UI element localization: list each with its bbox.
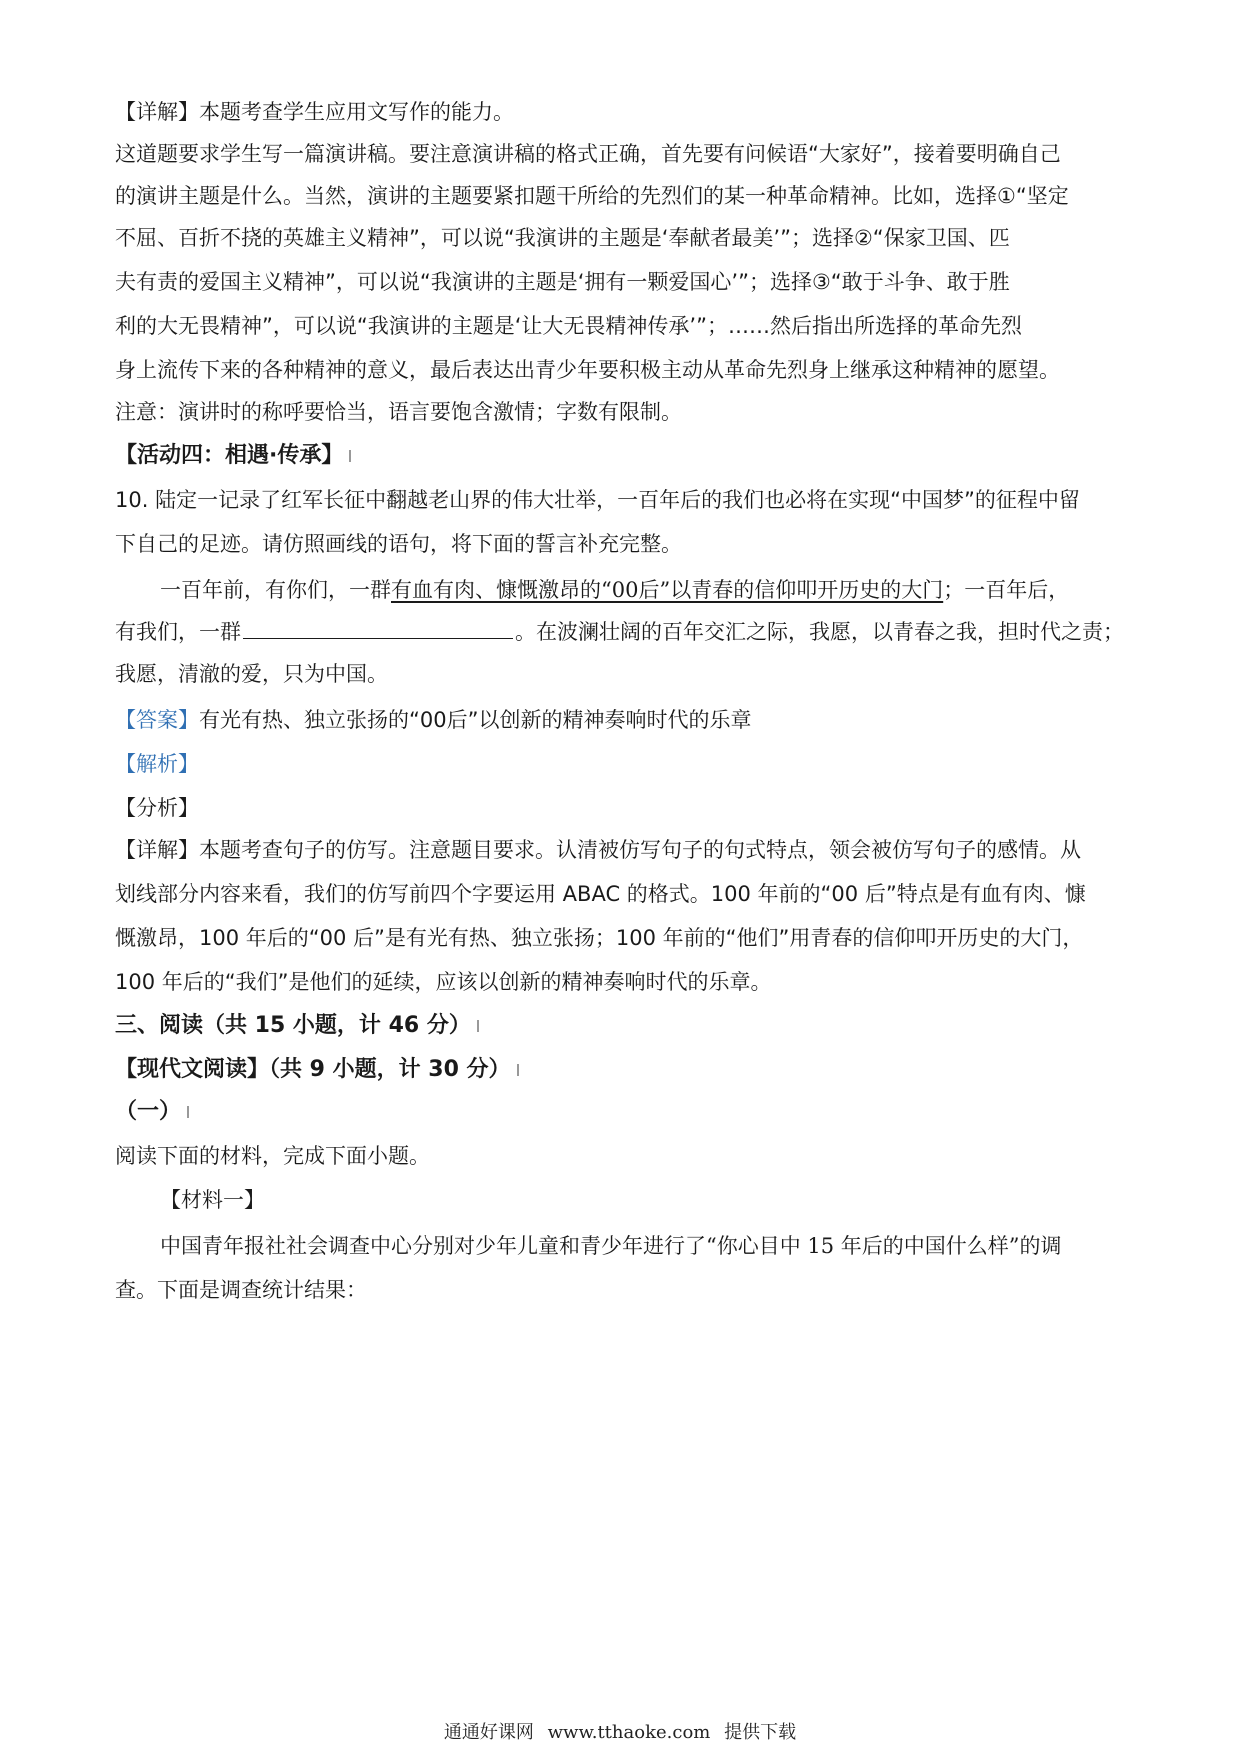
- question-10-line-2: 下自己的足迹。请仿照画线的语句，将下面的誓言补充完整。: [115, 532, 682, 556]
- instruction: 阅读下面的材料，完成下面小题。: [115, 1144, 430, 1168]
- section-heading: 三、阅读（共 15 小题，计 46 分）: [115, 1012, 479, 1040]
- edit-mark: [349, 450, 351, 462]
- material-line: 中国青年报社社会调查中心分别对少年儿童和青少年进行了“你心目中 15 年后的中国什么样”的调: [160, 1234, 1062, 1258]
- text-line: 利的大无畏精神”，可以说“我演讲的主题是‘让大无畏精神传承’”；……然后指出所选择的革命先烈: [115, 314, 1022, 338]
- material-line: 查。下面是调查统计结果：: [115, 1278, 367, 1302]
- analysis-label: 【解析】: [115, 752, 199, 776]
- text-line: 慨激昂，100 年后的“00 后”是有光有热、独立张扬；100 年前的“他们”用青春的信仰叩开历史的大门，: [115, 926, 1084, 950]
- activity-heading: 【活动四：相遇·传承】: [115, 442, 351, 470]
- detail-label: 【详解】: [115, 838, 199, 862]
- detail-paragraph-2: [115, 836, 1081, 864]
- text-line: 夫有责的爱国主义精神”，可以说“我演讲的主题是‘拥有一颗爱国心’”；选择③“敢于斗争、敢于胜: [115, 270, 1010, 294]
- page-footer: [0, 1718, 1240, 1744]
- answer-line: [115, 706, 751, 734]
- oath-passage-line-1: 一百年前，有你们，一群有血有肉、慷慨激昂的“00后”以青春的信仰叩开历史的大门；一百年后，: [160, 578, 1070, 602]
- answer-blank[interactable]: [243, 618, 513, 639]
- question-10-line-1: 10. 陆定一记录了红军长征中翻越老山界的伟大壮举，一百年后的我们也必将在实现“中国梦”的征程中留: [115, 488, 1080, 512]
- detail-label: 【详解】: [115, 100, 199, 124]
- oath-passage-line-2: 有我们，一群 。在波澜壮阔的百年交汇之际，我愿，以青春之我，担时代之责；: [115, 620, 1124, 644]
- underlined-model-sentence: 有血有肉、慷慨激昂的“00后”以青春的信仰叩开历史的大门: [391, 578, 944, 602]
- answer-label: 【答案】: [115, 708, 199, 732]
- material-label: 【材料一】: [160, 1188, 265, 1212]
- footer-url[interactable]: www.tthaoke.com: [547, 1722, 711, 1743]
- detail-paragraph-1: [115, 98, 514, 126]
- oath-passage-line-3: 我愿，清澈的爱，只为中国。: [115, 662, 388, 686]
- text-line: 这道题要求学生写一篇演讲稿。要注意演讲稿的格式正确，首先要有问候语“大家好”，接着要明确自己: [115, 142, 1061, 166]
- fenxi-label: 【分析】: [115, 796, 199, 820]
- footer-site: 通通好课网: [443, 1722, 534, 1743]
- answer-text: 有光有热、独立张扬的“00后”以创新的精神奏响时代的乐章: [199, 708, 752, 732]
- text-line: 身上流传下来的各种精神的意义，最后表达出青少年要积极主动从革命先烈身上继承这种精神的愿望。: [115, 358, 1060, 382]
- text-line: 划线部分内容来看，我们的仿写前四个字要运用 ABAC 的格式。100 年前的“00 后”特点是有血有肉、慷: [115, 882, 1086, 906]
- text-line: 的演讲主题是什么。当然，演讲的主题要紧扣题干所给的先烈们的某一种革命精神。比如，选择①“坚定: [115, 184, 1069, 208]
- edit-mark: [477, 1020, 479, 1032]
- text-line: 注意：演讲时的称呼要恰当，语言要饱含激情；字数有限制。: [115, 400, 682, 424]
- text-line: 本题考查学生应用文写作的能力。: [199, 100, 514, 124]
- edit-mark: [187, 1106, 189, 1118]
- subsection-heading: 【现代文阅读】（共 9 小题，计 30 分）: [115, 1056, 519, 1084]
- text-line: 100 年后的“我们”是他们的延续，应该以创新的精神奏响时代的乐章。: [115, 970, 772, 994]
- part-heading: （一）: [115, 1098, 189, 1126]
- text-line: 不屈、百折不挠的英雄主义精神”，可以说“我演讲的主题是‘奉献者最美’”；选择②“保家卫国、匹: [115, 226, 1010, 250]
- edit-mark: [517, 1064, 519, 1076]
- footer-suffix: 提供下载: [724, 1722, 797, 1743]
- text-line: 本题考查句子的仿写。注意题目要求。认清被仿写句子的句式特点，领会被仿写句子的感情。从: [199, 838, 1081, 862]
